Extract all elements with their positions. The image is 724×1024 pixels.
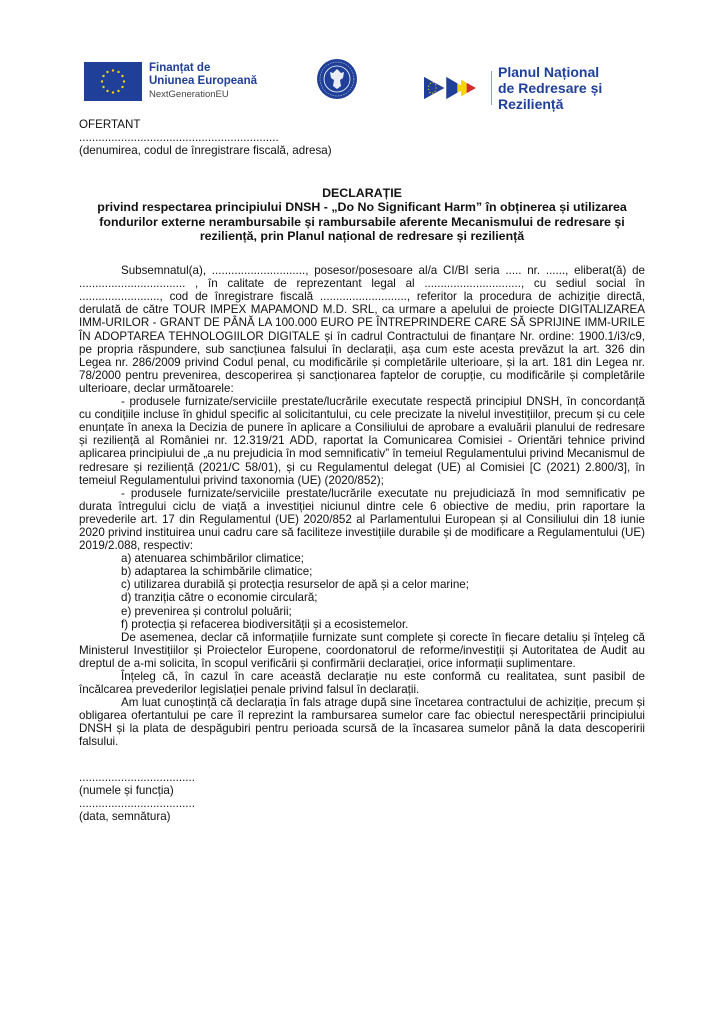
penal-paragraph: Înțeleg că, în cazul în care această declarație nu este conformă cu realitatea, sunt pasibil de încălcarea prevederilor legislației penale privind falsul în declarații. [79, 670, 645, 697]
pnrr-logo [424, 64, 659, 112]
objective-item: c) utilizarea durabilă și protecția resurselor de apă și a celor marine; [121, 578, 469, 592]
signature-block [79, 771, 645, 823]
objective-item: a) atenuarea schimbărilor climatice; [121, 552, 304, 566]
romanian-government-seal-icon [316, 58, 358, 100]
ofertant-label: OFERTANT [79, 118, 141, 131]
information-paragraph: De asemenea, declar că informațiile furnizate sunt complete și corecte în fiecare detaliu și înțeleg că Ministerul Investițiilor și Proiectelor Europene, coordonatorul de reforme/investiții și Autoritatea de Audit au dreptul de a-mi solicita, în scopul verificării și confirmării declarației, orice informații suplimentare. [79, 630, 645, 670]
objective-item: f) protecția și refacerea biodiversității și a ecosistemelor. [121, 617, 409, 631]
objective-item: e) prevenirea și controlul poluării; [121, 604, 292, 618]
pnrr-logo-line2: de Redresare și Reziliență [498, 80, 603, 112]
ofertant-hint: (denumirea, codul de înregistrare fiscală, adresa) [79, 144, 332, 158]
name-hint: (numele și funcția) [79, 783, 174, 797]
objective-item: d) tranziția către o economie circulară; [121, 591, 318, 605]
dnsh-compliance-paragraph: - produsele furnizate/serviciile prestate/lucrările executate respectă principiul DNSH, în concordanță cu condițiile incluse în ghidul specific al solicitantului, cu cele precizate la nivelul investițiilor, precum și cu cele enunțate în anexa la Decizia de punere în aplicare a Consiliului de aprobare a evaluării planului de redresare și reziliență al României nr. 12.319/21 ADD, raportat la Comunicarea Comisiei - Orientări tehnice privind aplicarea principiului de „a nu prejudicia în mod semnificativ” în temeiul Regulamentului privind Mecanismul de redresare și reziliență (2021/C 58/01), și cu Regulamentul delegat (UE) al Comisiei [C (2021) 2.800/3], în temeiul Regulamentului privind taxonomia (UE) (2020/852); [79, 395, 645, 487]
page-title: DECLARAȚIE [322, 186, 402, 201]
page-subtitle: privind respectarea principiului DNSH - „Do No Significant Harm” în obținerea și utilizarea fondurilor externe nerambursabile și rambursabile aferente Mecanismului de redresare și reziliență, prin Planul național de redresare și reziliență [97, 200, 627, 243]
ofertant-blank-line: .............................................................. [79, 131, 279, 145]
declaration-document [79, 118, 645, 823]
eu-funding-logo [84, 62, 257, 101]
intro-paragraph: Subsemnatul(a), ............................., posesor/posesoare al/a CI/BI seria ..... nr. ......, eliberat(ă) de ................................. , în calitate de reprezentant legal al .............................., cu sediul social în ........................., cod de înregistrare fiscală ..........................., referitor la procedura de achiziție directă, derulată de către TOUR IMPEX MAPAMOND M.D. SRL, ca urmare a apelului de proiecte DIGITALIZAREA IMM-URILOR - GRANT DE PÂNĂ LA 100.000 EURO PE ÎNTREPRINDERE CARE SĂ SPRIJINE IMM-URILE ÎN ADOPTAREA TEHNOLOGIILOR DIGITALE și în cadrul Contractului de finanțare Nr. ordine: 1900.1/i3/c9, pe propria răspundere, sub sancțiunea falsului în declarații, așa cum este acesta prevăzut la art. 326 din Legea nr. 286/2009 privind Codul penal, cu modificările și completările ulterioare, și la art. 181 din Legea nr. 78/2000 pentru prevenirea, descoperirea și sancționarea faptelor de corupție, cu modificările și completările ulterioare, declar următoarele: [79, 264, 645, 395]
eu-logo-line3: NextGenerationEU [149, 89, 229, 100]
declaration-title [79, 186, 645, 243]
false-declaration-paragraph: Am luat cunoștință că declarația în fals atrage după sine încetarea contractului de achiziție, precum și obligarea ofertantului pe care îl reprezint la rambursarea sumelor care fac obiectul nerespectării principiului DNSH și la plata de despăgubiri pentru perioada scursă de la încasarea sumelor până la data descoperirii falsului. [79, 696, 645, 749]
objective-item: b) adaptarea la schimbările climatice; [121, 565, 313, 579]
header-logos [84, 58, 659, 112]
ofertant-block [79, 118, 645, 157]
no-harm-paragraph: - produsele furnizate/serviciile prestate/lucrările executate nu prejudiciază în mod semnificativ pe durata întregului ciclu de viață a investiției niciunul dintre cele 6 obiective de mediu, prin raportare la prevederile art. 17 din Regulamentul (UE) 2020/852 al Parlamentului European și al Consiliului din 18 iunie 2020 privind instituirea unui cadru care să faciliteze investițiile durabile și de modificare a Regulamentului (UE) 2019/2.088, respectiv: [79, 486, 645, 553]
declaration-body [79, 264, 645, 748]
pnrr-arrows-icon [424, 74, 487, 102]
pnrr-logo-line1: Planul Național [498, 64, 600, 80]
eu-logo-line1: Finanțat de [149, 62, 211, 74]
eu-logo-line2: Uniunea Europeană [149, 75, 257, 87]
name-blank-line: .................................... [79, 770, 195, 784]
date-blank-line: .................................... [79, 796, 195, 810]
date-hint: (data, semnătura) [79, 809, 171, 823]
pnrr-divider [491, 71, 492, 105]
eu-flag-icon [84, 62, 142, 101]
